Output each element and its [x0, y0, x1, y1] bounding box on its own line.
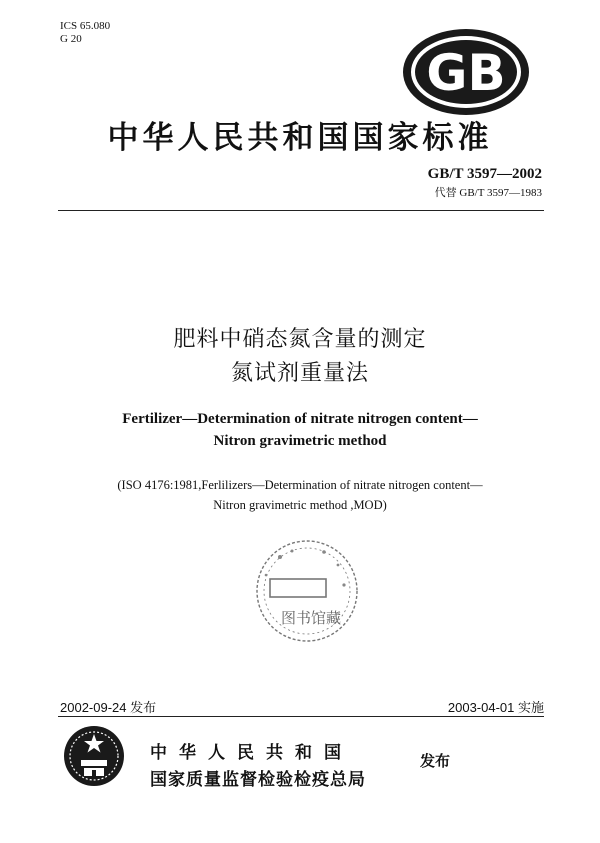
chinese-title-line2: 氮试剂重量法: [230, 361, 369, 386]
standard-title: 中华人民共和国国家标准: [107, 120, 493, 156]
ics-code: ICS 65.080: [60, 20, 111, 32]
english-title-line1: Fertilizer—Determination of nitrate nitrogen content—: [122, 411, 478, 427]
stamp-text: 图书馆藏: [280, 609, 342, 627]
iso-reference-line2: Nitron gravimetric method ,MOD): [213, 498, 387, 512]
top-divider: [58, 210, 544, 211]
issue-date: 2002-09-24 发布: [60, 700, 157, 715]
issuing-authority: [150, 738, 366, 790]
standard-code: GB/T 3597—2002: [427, 166, 542, 182]
ccs-code: G 20: [60, 33, 82, 45]
chinese-title: [0, 323, 600, 391]
issuer-line2: 国家质量监督检验检疫总局: [150, 770, 366, 790]
english-title-line2: Nitron gravimetric method: [213, 433, 387, 449]
iso-reference: [0, 475, 600, 515]
standard-code-block: [428, 166, 542, 200]
replaces-code: 代替 GB/T 3597—1983: [434, 187, 542, 199]
national-emblem-icon: [62, 724, 126, 788]
bottom-divider: [58, 716, 544, 717]
chinese-title-line1: 肥料中硝态氮含量的测定: [173, 327, 427, 352]
library-stamp-icon: [248, 535, 366, 647]
publish-label: 发布: [420, 752, 451, 770]
issuer-line1: 中华人民共和国: [150, 743, 353, 763]
effective-date: 2003-04-01 实施: [447, 700, 544, 715]
classification-codes: [60, 20, 110, 46]
gb-logo-text: GB: [426, 44, 506, 102]
gb-logo-icon: [400, 26, 532, 118]
iso-reference-line1: (ISO 4176:1981,Ferlilizers—Determination of nitrate nitrogen content—: [117, 478, 483, 492]
english-title: [0, 408, 600, 452]
